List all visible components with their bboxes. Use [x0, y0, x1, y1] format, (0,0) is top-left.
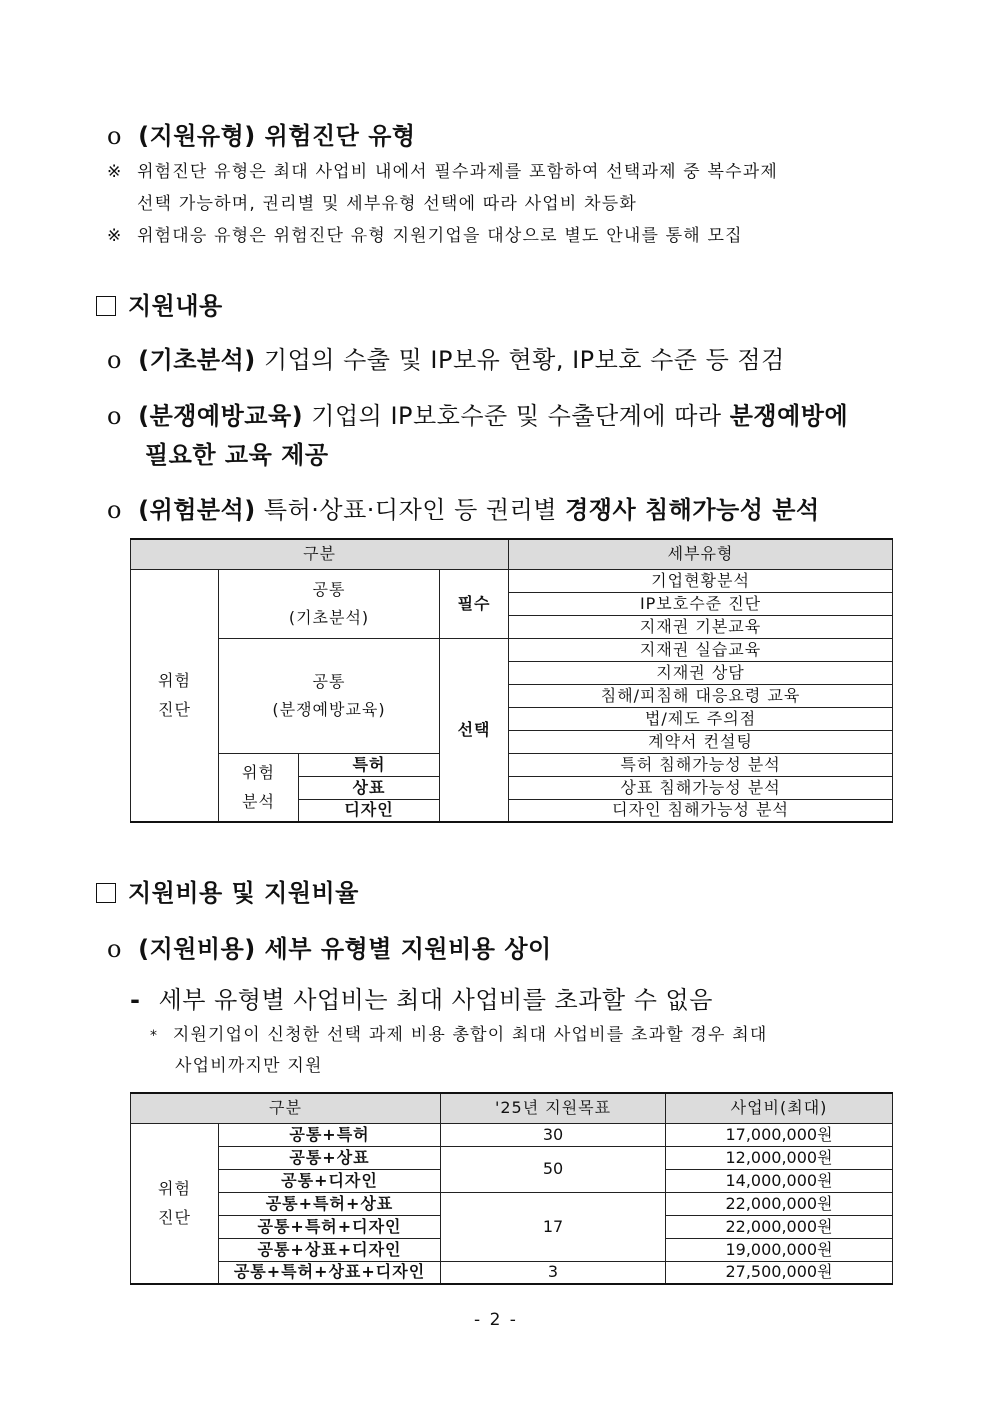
- detail-cell: 지재권 실습교육: [509, 638, 893, 661]
- risk-diagnosis-line-2: 진단: [158, 1208, 191, 1228]
- risk-analysis-label: (위험분석): [138, 496, 256, 524]
- support-cost-table: [130, 1092, 893, 1285]
- optional-cell: 선택: [440, 638, 509, 822]
- cost-cell: 27,500,000원: [666, 1261, 893, 1284]
- detail-cell: 계약서 컨설팅: [509, 730, 893, 753]
- type-cell: 공통+특허: [219, 1123, 441, 1146]
- note-1: [107, 157, 778, 182]
- support-type-line: [107, 116, 416, 151]
- detail-cell: 지재권 상담: [509, 661, 893, 684]
- star-note-line-2: 사업비까지만 지원: [175, 1056, 323, 1076]
- detail-cell: 상표 침해가능성 분석: [509, 776, 893, 799]
- basic-analysis-text: 기업의 수출 및 IP보유 현황, IP보호 수준 등 점검: [255, 346, 785, 374]
- section-heading-text: 지원비용 및 지원비율: [128, 879, 359, 907]
- note-2-text: 위험대응 유형은 위험진단 유형 지원기업을 대상으로 별도 안내를 통해 모집: [137, 226, 743, 246]
- detail-cell: 기업현황분석: [509, 569, 893, 592]
- target-cell: 50: [441, 1146, 666, 1192]
- note-2: [107, 221, 743, 246]
- cost-cell: 14,000,000원: [666, 1169, 893, 1192]
- type-cell: 공통+상표+디자인: [219, 1238, 441, 1261]
- common-basic-line-1: 공통: [312, 579, 346, 599]
- type-cell: 공통+상표: [219, 1146, 441, 1169]
- bullet: o: [107, 346, 122, 374]
- cost-cell: 17,000,000원: [666, 1123, 893, 1146]
- cost-cell: 22,000,000원: [666, 1192, 893, 1215]
- star-mark: *: [150, 1028, 159, 1044]
- type-cell: 공통+특허+디자인: [219, 1215, 441, 1238]
- risk-analysis-line-2: 분석: [242, 792, 275, 812]
- common-education-cell: [219, 638, 440, 753]
- target-cell: 3: [441, 1261, 666, 1284]
- cost-cell: 19,000,000원: [666, 1238, 893, 1261]
- cost-cell: 12,000,000원: [666, 1146, 893, 1169]
- dispute-education-line: [107, 396, 848, 431]
- dispute-education-text: 기업의 IP보호수준 및 수출단계에 따라: [303, 402, 730, 430]
- cost-cell: 22,000,000원: [666, 1215, 893, 1238]
- target-cell: 30: [441, 1123, 666, 1146]
- type-cell: 공통+특허+상표: [219, 1192, 441, 1215]
- common-education-line-2: (분쟁예방교육): [272, 699, 386, 719]
- common-education-line-1: 공통: [312, 671, 346, 691]
- note-1-line-1: 위험진단 유형은 최대 사업비 내에서 필수과제를 포함하여 선택과제 중 복수과제: [137, 162, 779, 182]
- design-cell: 디자인: [299, 799, 440, 822]
- risk-analysis-bold: 경쟁사 침해가능성 분석: [565, 496, 820, 524]
- section-heading-support-content: [96, 286, 223, 321]
- detail-cell: 법/제도 주의점: [509, 707, 893, 730]
- risk-analysis-line-1: 위험: [242, 762, 275, 782]
- basic-analysis-line: [107, 340, 785, 375]
- checkbox-square-icon: [96, 883, 116, 903]
- checkbox-square-icon: [96, 296, 116, 316]
- header-category: 구분: [131, 539, 509, 569]
- header-category: 구분: [131, 1093, 441, 1123]
- detail-cell: 디자인 침해가능성 분석: [509, 799, 893, 822]
- patent-cell: 특허: [299, 753, 440, 776]
- basic-analysis-label: (기초분석): [138, 346, 256, 374]
- dash-text: 세부 유형별 사업비는 최대 사업비를 초과할 수 없음: [158, 986, 713, 1014]
- dash-line: [130, 980, 713, 1015]
- detail-cell: 침해/피침해 대응요령 교육: [509, 684, 893, 707]
- risk-analysis-text: 특허·상표·디자인 등 권리별: [255, 496, 566, 524]
- header-cost: 사업비(최대): [666, 1093, 893, 1123]
- star-note: [150, 1020, 768, 1045]
- page-number: - 2 -: [474, 1310, 518, 1330]
- required-cell: 필수: [440, 569, 509, 638]
- dash-mark: -: [130, 986, 141, 1014]
- dispute-education-line-2: 필요한 교육 제공: [145, 441, 329, 469]
- section-heading-support-cost: [96, 873, 359, 908]
- header-detail-type: 세부유형: [509, 539, 893, 569]
- risk-diagnosis-line-2: 진단: [158, 700, 191, 720]
- detail-cell: 특허 침해가능성 분석: [509, 753, 893, 776]
- risk-analysis-cell: [219, 753, 299, 822]
- detail-cell: 지재권 기본교육: [509, 615, 893, 638]
- type-cell: 공통+디자인: [219, 1169, 441, 1192]
- type-cell: 공통+특허+상표+디자인: [219, 1261, 441, 1284]
- risk-diagnosis-cell: [131, 1123, 219, 1284]
- support-cost-title: (지원비용) 세부 유형별 지원비용 상이: [138, 935, 552, 963]
- header-target: '25년 지원목표: [441, 1093, 666, 1123]
- trademark-cell: 상표: [299, 776, 440, 799]
- risk-diagnosis-line-1: 위험: [158, 1178, 191, 1198]
- dispute-education-label: (분쟁예방교육): [138, 402, 304, 430]
- target-cell: 17: [441, 1192, 666, 1261]
- star-note-line-1: 지원기업이 신청한 선택 과제 비용 총합이 최대 사업비를 초과할 경우 최대: [172, 1025, 768, 1045]
- note-1-line-2: 선택 가능하며, 권리별 및 세부유형 선택에 따라 사업비 차등화: [137, 194, 637, 214]
- support-content-table: [130, 538, 893, 823]
- bullet: o: [107, 496, 122, 524]
- support-cost-line: [107, 929, 552, 964]
- note-mark: ※: [107, 226, 123, 246]
- support-type-title: (지원유형) 위험진단 유형: [138, 122, 416, 150]
- risk-diagnosis-line-1: 위험: [158, 670, 191, 690]
- risk-diagnosis-cell: [131, 569, 219, 822]
- risk-analysis-line: [107, 490, 820, 525]
- bullet: o: [107, 935, 122, 963]
- note-mark: ※: [107, 162, 123, 182]
- bullet: o: [107, 122, 122, 150]
- section-heading-text: 지원내용: [128, 292, 223, 320]
- dispute-education-bold: 분쟁예방에: [729, 402, 849, 430]
- common-basic-line-2: (기초분석): [288, 607, 370, 627]
- bullet: o: [107, 402, 122, 430]
- common-basic-cell: [219, 569, 440, 638]
- detail-cell: IP보호수준 진단: [509, 592, 893, 615]
